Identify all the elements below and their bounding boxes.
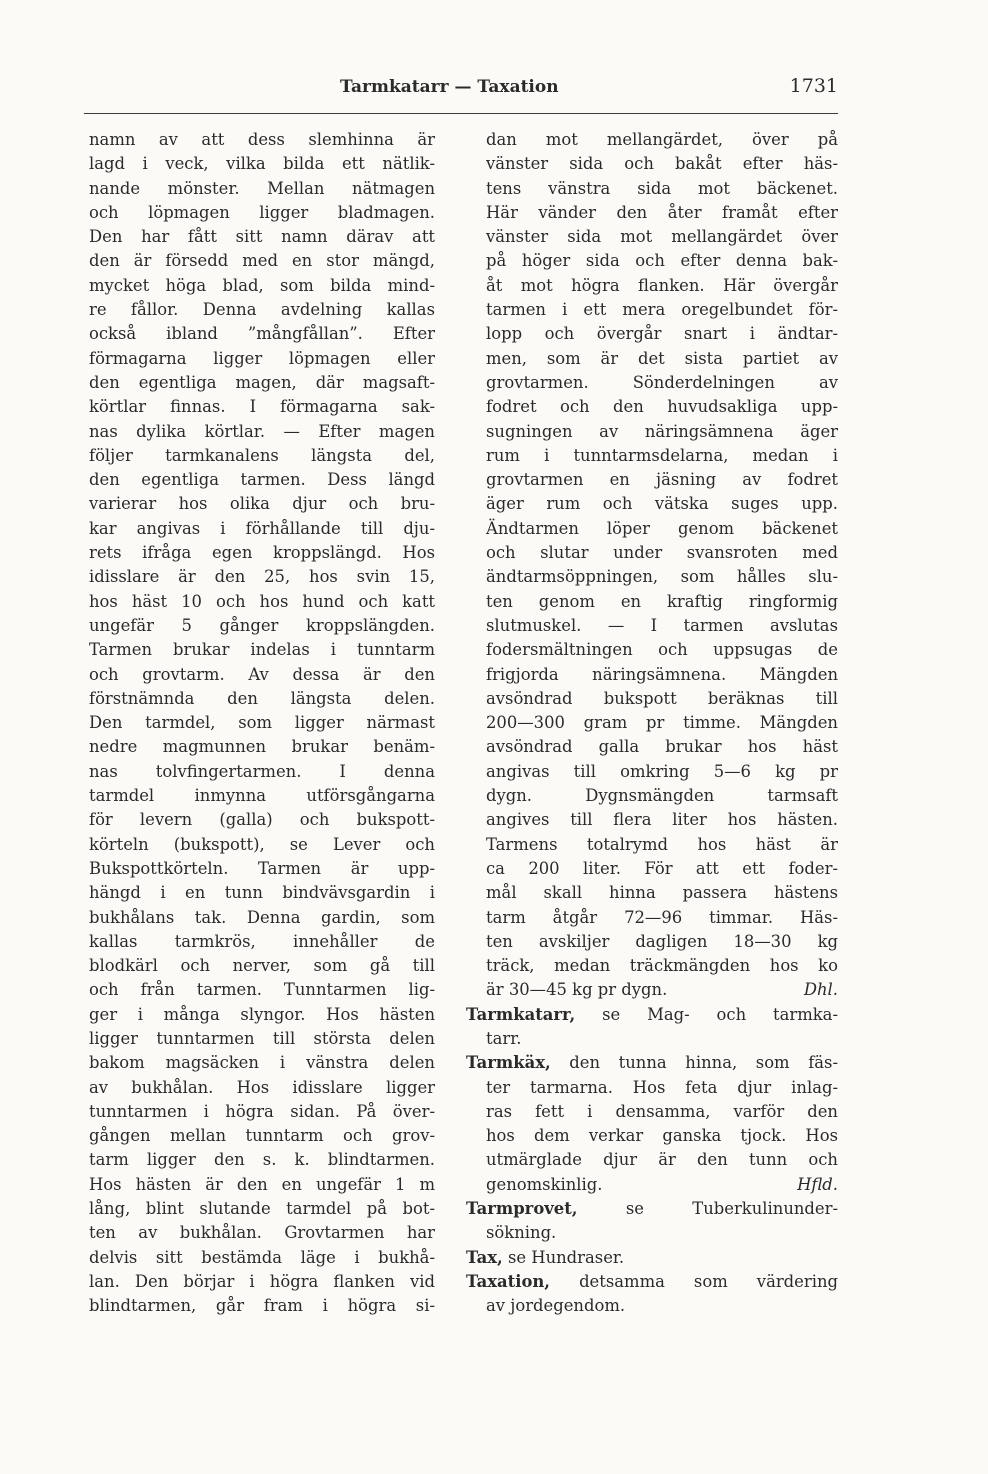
text-line: varierar hos olika djur och bru-: [89, 494, 435, 514]
text-line: också ibland ”mångfållan”. Efter: [89, 324, 435, 344]
text-line: dan mot mellangärdet, över på: [486, 130, 838, 149]
text-line: hos häst 10 och hos hund och katt: [89, 591, 435, 611]
entry-body: [466, 1076, 838, 1197]
entry-first-line: [466, 1246, 838, 1270]
text-line: genomskinlig.: [486, 1174, 603, 1194]
signed-line: [486, 1173, 838, 1197]
text-line: mål skall hinna passera hästens: [486, 883, 838, 903]
text-line: tarmdel inmynna utförsgångarna: [89, 786, 435, 806]
text-line: vänster sida mot mellangärdet över: [486, 227, 838, 247]
text-line: utmärglade djur är den tunn och: [486, 1150, 838, 1170]
entry-taxation: [466, 1270, 838, 1319]
text-line: förstnämnda den längsta delen.: [89, 688, 435, 708]
text-line: nedre magmunnen brukar benäm-: [89, 737, 435, 757]
right-column: [466, 128, 838, 1319]
text-line: sökning.: [486, 1223, 557, 1243]
text-line: rum i tunntarmsdelarna, medan i: [486, 445, 838, 465]
text-line: namn av att dess slemhinna är: [89, 130, 435, 149]
text-line: men, som är det sista partiet av: [486, 348, 838, 368]
text-line: vänster sida och bakåt efter häs-: [486, 154, 838, 174]
text-line: ligger tunntarmen till största delen: [89, 1028, 435, 1048]
text-line: bukhålans tak. Denna gardin, som: [89, 907, 435, 927]
text-line: 200—300 gram pr timme. Mängden: [486, 713, 838, 733]
headword: Tarmkatarr,: [466, 1004, 576, 1024]
text-line: av jordegendom.: [486, 1296, 626, 1316]
text-line: lagd i veck, vilka bilda ett nätlik-: [89, 154, 435, 174]
entry-tarmkax: [466, 1051, 838, 1197]
headword: Tarmkäx,: [466, 1053, 551, 1073]
header-rule: [84, 113, 838, 114]
text-line: Ändtarmen löper genom bäckenet: [486, 518, 838, 538]
text-line: av bukhålan. Hos idisslare ligger: [89, 1077, 435, 1097]
headword: Tax,: [466, 1247, 503, 1267]
text-line: kar angivas i förhållande till dju-: [89, 518, 435, 538]
text-line: körtlar finnas. I förmagarna sak-: [89, 397, 435, 417]
text-line: avsöndrad bukspott beräknas till: [486, 688, 838, 708]
text-line: hängd i en tunn bindvävsgardin i: [89, 883, 435, 903]
left-column: [89, 128, 435, 1319]
text-line: avsöndrad galla brukar hos häst: [486, 737, 838, 757]
text-line: dygn. Dygnsmängden tarmsaft: [486, 786, 838, 806]
text-line: och från tarmen. Tunntarmen lig-: [89, 980, 435, 1000]
text-line: angivas till omkring 5—6 kg pr: [486, 761, 838, 781]
text-line: tarr.: [486, 1028, 522, 1048]
text-line: ger i många slyngor. Hos hästen: [89, 1004, 435, 1024]
page-number: 1731: [789, 75, 838, 97]
entry-text: se Tuberkulinunder-: [625, 1199, 838, 1219]
text-line: äger rum och vätska suges upp.: [486, 494, 838, 514]
text-line: ten avskiljer dagligen 18—30 kg: [486, 931, 838, 951]
text-line: lan. Den börjar i högra flanken vid: [89, 1271, 435, 1291]
text-line: gången mellan tunntarm och grov-: [89, 1126, 435, 1146]
signed-line: [486, 978, 838, 1002]
text-line: fodret och den huvudsakliga upp-: [486, 397, 838, 417]
text-line: fodersmältningen och uppsugas de: [486, 640, 838, 660]
text-line: nande mönster. Mellan nätmagen: [89, 178, 435, 198]
text-line: lopp och övergår snart i ändtar-: [486, 324, 838, 344]
text-line: Bukspottkörteln. Tarmen är upp-: [89, 858, 435, 878]
entry-first-line: [466, 1051, 838, 1075]
text-line: re fållor. Denna avdelning kallas: [89, 300, 435, 320]
headword: Tarmprovet,: [466, 1199, 578, 1219]
text-line: blodkärl och nerver, som gå till: [89, 956, 435, 976]
text-line: ter tarmarna. Hos feta djur inlag-: [486, 1077, 838, 1097]
entry-first-line: [466, 1197, 838, 1221]
text-line: Hos hästen är den en ungefär 1 m: [89, 1174, 435, 1194]
entry-tarmkatarr: [466, 1003, 838, 1052]
text-line: nas tolvfingertarmen. I denna: [89, 761, 435, 781]
entry-text: detsamma som värdering: [579, 1271, 838, 1291]
text-line: tunntarmen i högra sidan. På över-: [89, 1101, 435, 1121]
text-line: tarm ligger den s. k. blindtarmen.: [89, 1150, 435, 1170]
text-line: Den tarmdel, som ligger närmast: [89, 713, 435, 733]
text-line: ten genom en kraftig ringformig: [486, 591, 838, 611]
author-signature: Hfld.: [797, 1174, 838, 1194]
text-line: följer tarmkanalens längsta del,: [89, 445, 435, 465]
text-line: den egentliga tarmen. Dess längd: [89, 470, 435, 490]
text-line: körteln (bukspott), se Lever och: [89, 834, 435, 854]
text-line: idisslare är den 25, hos svin 15,: [89, 567, 435, 587]
entry-text: se Hundraser.: [507, 1247, 625, 1267]
text-line: delvis sitt bestämda läge i bukhå-: [89, 1247, 435, 1267]
text-line: hos dem verkar ganska tjock. Hos: [486, 1126, 838, 1146]
text-line: åt mot högra flanken. Här övergår: [486, 275, 838, 295]
text-line: nas dylika körtlar. — Efter magen: [89, 421, 435, 441]
author-signature: Dhl.: [803, 980, 838, 1000]
text-line: blindtarmen, går fram i högra si-: [89, 1296, 435, 1316]
text-line: Här vänder den åter framåt efter: [486, 202, 838, 222]
text-line: ten av bukhålan. Grovtarmen har: [89, 1223, 435, 1243]
text-line: lång, blint slutande tarmdel på bot-: [89, 1199, 435, 1219]
text-line: angives till flera liter hos hästen.: [486, 810, 838, 830]
text-line: sugningen av näringsämnena äger: [486, 421, 838, 441]
text-line: på höger sida och efter denna bak-: [486, 251, 838, 271]
text-line: träck, medan träckmängden hos ko: [486, 956, 838, 976]
entry-first-line: [466, 1270, 838, 1294]
text-line: slutmuskel. — I tarmen avslutas: [486, 615, 838, 635]
text-line: den är försedd med en stor mängd,: [89, 251, 435, 271]
text-line: Tarmen brukar indelas i tunntarm: [89, 640, 435, 660]
text-line: rets ifråga egen kroppslängd. Hos: [89, 543, 435, 563]
text-line: tens vänstra sida mot bäckenet.: [486, 178, 838, 198]
text-line: grovtarmen. Sönderdelningen av: [486, 372, 838, 392]
text-line: tarmen i ett mera oregelbundet för-: [486, 300, 838, 320]
text-line: kallas tarmkrös, innehåller de: [89, 931, 435, 951]
entry-text: se Mag- och tarmka-: [602, 1004, 838, 1024]
entry-text: den tunna hinna, som fäs-: [569, 1053, 838, 1073]
text-line: och löpmagen ligger bladmagen.: [89, 202, 435, 222]
text-line: ras fett i densamma, varför den: [486, 1101, 838, 1121]
text-line: ca 200 liter. För att ett foder-: [486, 858, 838, 878]
text-line: den egentliga magen, där magsaft-: [89, 372, 435, 392]
text-line: förmagarna ligger löpmagen eller: [89, 348, 435, 368]
text-line: mycket höga blad, som bilda mind-: [89, 275, 435, 295]
text-line: Tarmens totalrymd hos häst är: [486, 834, 838, 854]
article-continuation: [466, 128, 838, 1003]
text-line: är 30—45 kg pr dygn.: [486, 980, 668, 1000]
text-line: ändtarmsöppningen, som hålles slu-: [486, 567, 838, 587]
text-line: tarm åtgår 72—96 timmar. Häs-: [486, 907, 838, 927]
running-header-title: Tarmkatarr — Taxation: [340, 77, 559, 97]
text-line: Den har fått sitt namn därav att: [89, 227, 435, 247]
text-line: och slutar under svansroten med: [486, 543, 838, 563]
text-line: för levern (galla) och bukspott-: [89, 810, 435, 830]
text-line: bakom magsäcken i vänstra delen: [89, 1053, 435, 1073]
entry-tax: [466, 1246, 838, 1270]
headword: Taxation,: [466, 1271, 550, 1291]
text-line: och grovtarm. Av dessa är den: [89, 664, 435, 684]
entry-tarmprovet: [466, 1197, 838, 1246]
entry-first-line: [466, 1003, 838, 1027]
text-line: grovtarmen en jäsning av fodret: [486, 470, 838, 490]
text-line: ungefär 5 gånger kroppslängden.: [89, 615, 435, 635]
text-line: frigjorda näringsämnena. Mängden: [486, 664, 838, 684]
